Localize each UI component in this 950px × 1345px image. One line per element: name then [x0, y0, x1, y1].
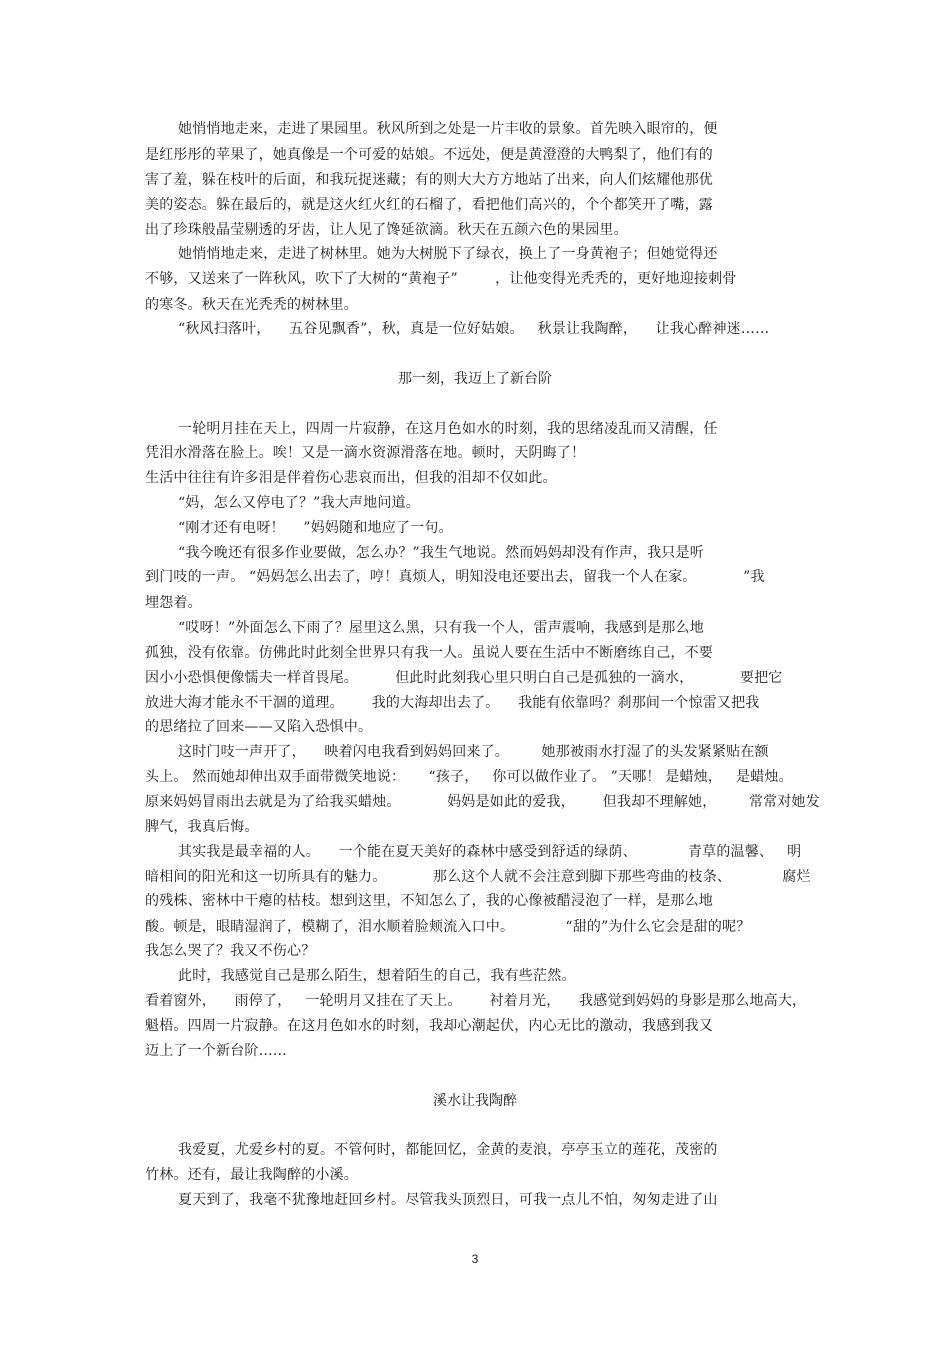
- paragraph-line: “妈，怎么又停电了？”我大声地问道。: [178, 495, 420, 511]
- paragraph-line: 此时，我感觉自己是那么陌生，想着陌生的自己，我有些茫然。: [178, 968, 576, 984]
- paragraph-line: 生活中往往有许多泪是伴着伤心悲哀而出，但我的泪却不仅如此。: [145, 470, 557, 486]
- paragraph-line: 暗相间的阳光和这一切所具有的魅力。 那么这个人就不会注意到脚下那些弯曲的枝条、 腐烂: [145, 869, 811, 885]
- paragraph-line: 凭泪水滑落在脸上。唉！又是一滴水资源滑落在地。顿时，天阴晦了！: [145, 445, 586, 461]
- paragraph-line: 害了羞，躲在枝叶的后面，和我玩捉迷藏；有的则大大方方地站了出来，向人们炫耀他那优: [145, 172, 713, 188]
- section-title: 溪水让我陶醉: [433, 1093, 517, 1109]
- paragraph-line: 的寒冬。秋天在光秃秃的树林里。: [145, 297, 358, 313]
- paragraph-line: 我怎么哭了？我又不伤心？: [145, 943, 316, 959]
- paragraph-line: 其实我是最幸福的人。 一个能在夏天美好的森林中感受到舒适的绿荫、 青草的温馨、 明: [178, 844, 802, 860]
- paragraph-line: 因小小恐惧便像懦夫一样首畏尾。 但此时此刻我心里只明白自己是孤独的一滴水， 要把它: [145, 670, 783, 686]
- paragraph-line: 的残株、密林中干瘪的枯枝。想到这里，不知怎么了，我的心像被醋浸泡了一样，是那么地: [145, 893, 713, 909]
- paragraph-line: 孤独，没有依靠。仿佛此时此刻全世界只有我一人。虽说人要在生活中不断磨练自己，不要: [145, 645, 713, 661]
- paragraph-line: 放进大海才能永不干涸的道理。 我的大海却出去了。 我能有依靠吗？刹那间一个惊雷又把我: [145, 695, 760, 711]
- paragraph-line: 是红彤彤的苹果了，她真像是一个可爱的姑娘。不远处，便是黄澄澄的大鸭梨了，他们有的: [145, 147, 713, 163]
- section-title: 那一刻，我迈上了新台阶: [398, 371, 552, 387]
- paragraph-line: 原来妈妈冒雨出去就是为了给我买蜡烛。 妈妈是如此的爱我， 但我却不理解她， 常常对她发: [145, 794, 820, 810]
- page-number: 3: [471, 1252, 479, 1266]
- paragraph-line: 酸。顿是，眼睛湿润了，模糊了，泪水顺着脸颊流入口中。 “甜的”为什么它会是甜的呢？: [145, 919, 751, 935]
- paragraph-line: 头上。 然而她却伸出双手面带微笑地说： “孩子， 你可以做作业了。 ”天哪！ 是蜡烛， 是蜡烛。: [145, 769, 793, 785]
- paragraph-line: 迈上了一个新台阶……: [145, 1043, 287, 1059]
- paragraph-line: 这时门吱一声开了， 映着闪电我看到妈妈回来了。 她那被雨水打湿了的头发紧紧贴在额: [178, 744, 769, 760]
- paragraph-line: 美的姿态。躲在最后的，就是这火红火红的石榴了，看把他们高兴的，个个都笑开了嘴，露: [145, 197, 713, 213]
- paragraph-line: 一轮明月挂在天上，四周一片寂静，在这月色如水的时刻，我的思绪凌乱而又清醒，任: [178, 421, 718, 437]
- paragraph-line: 她悄悄地走来，走进了树林里。她为大树脱下了绿衣，换上了一身黄袍子；但她觉得还: [178, 246, 718, 262]
- paragraph-line: 我爱夏，尤爱乡村的夏。不管何时，都能回忆，金黄的麦浪，亭亭玉立的莲花，茂密的: [178, 1142, 718, 1158]
- paragraph-line: “秋风扫落叶， 五谷见飘香”，秋，真是一位好姑娘。 秋景让我陶醉， 让我心醉神迷……: [178, 321, 770, 337]
- paragraph-line: 看着窗外， 雨停了， 一轮明月又挂在了天上。 衬着月光， 我感觉到妈妈的身影是那么地高大，: [145, 993, 807, 1009]
- paragraph-line: 魁梧。四周一片寂静。在这月色如水的时刻，我却心潮起伏，内心无比的激动，我感到我又: [145, 1018, 713, 1034]
- paragraph-line: 不够，又送来了一阵秋风，吹下了大树的“黄袍子” ，让他变得光秃秃的，更好地迎接刺骨: [145, 271, 737, 287]
- paragraph-line: 的思绪拉了回来——又陷入恐惧中。: [145, 719, 373, 735]
- paragraph-line: 出了珍珠般晶莹剔透的牙齿，让人见了馋延欲滴。秋天在五颜六色的果园里。: [145, 222, 628, 238]
- paragraph-line: “哎呀！”外面怎么下雨了？屋里这么黑，只有我一个人，雷声震响，我感到是那么地: [178, 620, 704, 636]
- paragraph-line: 埋怨着。: [145, 595, 202, 611]
- paragraph-line: 竹林。还有，最让我陶醉的小溪。: [145, 1167, 358, 1183]
- paragraph-line: 她悄悄地走来，走进了果园里。秋风所到之处是一片丰收的景象。首先映入眼帘的，便: [178, 121, 718, 137]
- paragraph-line: 脾气，我真后悔。: [145, 819, 259, 835]
- paragraph-line: 夏天到了，我毫不犹豫地赶回乡村。尽管我头顶烈日，可我一点儿不怕，匆匆走进了山: [178, 1192, 718, 1208]
- paragraph-line: “刚才还有电呀！ ”妈妈随和地应了一句。: [178, 520, 453, 536]
- paragraph-line: 到门吱的一声。 “妈妈怎么出去了，哼！真烦人，明知没电还要出去，留我一个人在家。 ”我: [145, 569, 765, 585]
- paragraph-line: “我今晚还有很多作业要做，怎么办？”我生气地说。然而妈妈却没有作声，我只是听: [178, 545, 704, 561]
